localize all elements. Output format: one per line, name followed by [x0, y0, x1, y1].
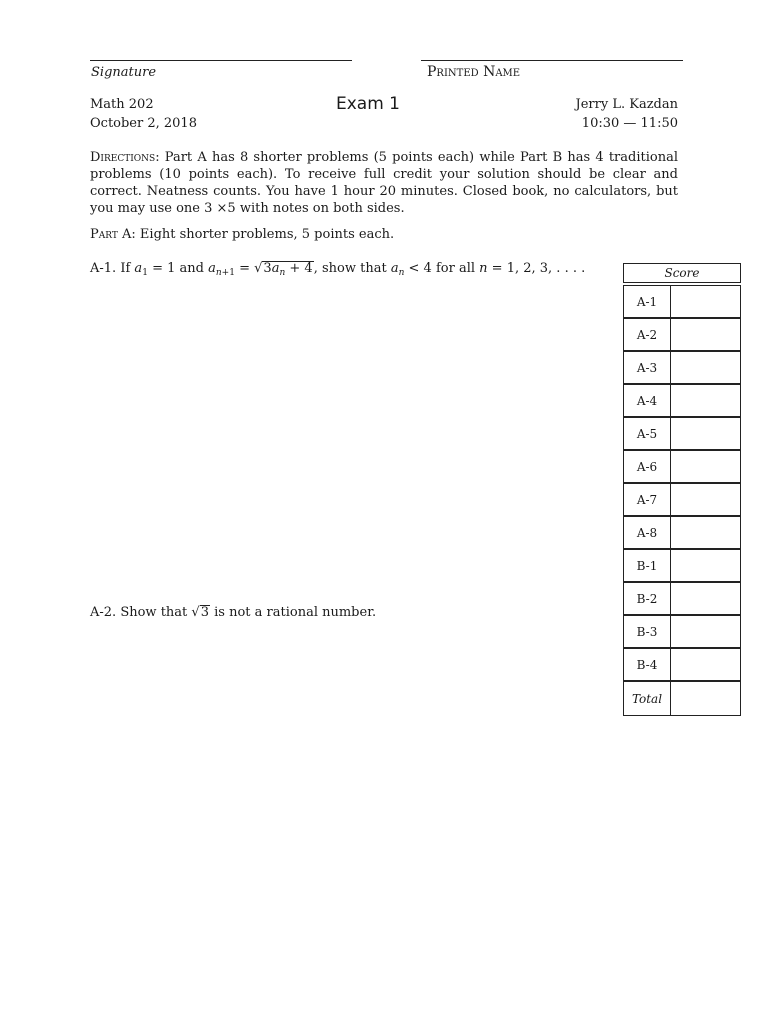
problem-a2	[90, 605, 376, 620]
part-a-text: Eight shorter problems, 5 points each.	[139, 227, 395, 242]
score-row	[623, 483, 741, 516]
score-row-label: B-2	[624, 583, 671, 614]
score-cell[interactable]	[671, 550, 740, 581]
problem-a1-text-2: and	[179, 261, 204, 276]
math-bound: $a_n < 4$	[390, 261, 432, 278]
score-table-header: Score	[623, 263, 741, 283]
score-row-label: A-4	[624, 385, 671, 416]
score-cell[interactable]	[671, 319, 740, 350]
score-cell[interactable]	[671, 649, 740, 680]
problem-a1-text-4: for all	[435, 261, 476, 276]
score-row-label: A-1	[624, 286, 671, 317]
signature-label: Signature	[91, 65, 157, 80]
problem-a2-text-2: is not a rational number.	[214, 605, 377, 620]
score-total-label: Total	[624, 682, 671, 715]
score-row-label: A-2	[624, 319, 671, 350]
math-n-var: n	[479, 261, 488, 276]
score-row-label: A-8	[624, 517, 671, 548]
problem-a2-text-1: Show that	[120, 605, 188, 620]
score-cell[interactable]	[671, 451, 740, 482]
score-row	[623, 318, 741, 351]
part-a-heading	[90, 227, 394, 242]
exam-time: 10:30 — 11:50	[581, 116, 678, 131]
score-row-label: A-6	[624, 451, 671, 482]
score-row	[623, 450, 741, 483]
score-row	[623, 648, 741, 681]
instructor-name: Jerry L. Kazdan	[575, 97, 678, 112]
score-total-cell[interactable]	[671, 682, 740, 715]
score-row	[623, 285, 741, 318]
score-row	[623, 615, 741, 648]
score-cell[interactable]	[671, 616, 740, 647]
problem-a1-text-5: = 1, 2, 3, . . . .	[491, 261, 586, 276]
score-cell[interactable]	[671, 484, 740, 515]
score-row-label: A-5	[624, 418, 671, 449]
score-row	[623, 516, 741, 549]
directions-label: Directions:	[90, 150, 160, 165]
score-cell[interactable]	[671, 352, 740, 383]
score-row	[623, 549, 741, 582]
exam-title: Exam 1	[336, 94, 400, 114]
problem-a1-text-3: , show that	[313, 261, 387, 276]
answer-space-a2[interactable]	[90, 626, 610, 986]
printed-name-line[interactable]	[421, 60, 683, 61]
score-row-label: B-3	[624, 616, 671, 647]
score-row-label: A-3	[624, 352, 671, 383]
exam-date: October 2, 2018	[90, 116, 197, 131]
part-a-label: Part A:	[90, 227, 136, 242]
math-recurrence: $a_{n+1} = √3a_n + 4$	[208, 261, 313, 278]
score-cell[interactable]	[671, 583, 740, 614]
sqrt-radicand: 3	[200, 605, 209, 620]
directions-text: Part A has 8 shorter problems (5 points each) while Part B has 4 traditional problems (10 points each). To receive full credit your solution should be clear and correct. Neatness counts. You have 1 hour 20 minutes. Closed book, no calculators, but you may use one 3 ×5 with notes on both sides.	[90, 150, 678, 216]
score-row-label: B-4	[624, 649, 671, 680]
score-row	[623, 582, 741, 615]
score-cell[interactable]	[671, 517, 740, 548]
sqrt-symbol: √	[191, 605, 200, 620]
problem-a1	[90, 261, 585, 280]
score-row-label: A-7	[624, 484, 671, 515]
score-row	[623, 351, 741, 384]
score-row-total	[623, 681, 741, 716]
problem-a2-label: A-2.	[90, 605, 117, 620]
score-row-label: B-1	[624, 550, 671, 581]
problem-a1-label: A-1.	[90, 261, 117, 276]
problem-a1-text-1: If	[120, 261, 131, 276]
answer-space-a1[interactable]	[90, 282, 610, 592]
course-name: Math 202	[90, 97, 154, 112]
score-row	[623, 384, 741, 417]
signature-line[interactable]	[90, 60, 352, 61]
math-a1-equals-1: $a_1 = 1$	[134, 261, 176, 278]
score-cell[interactable]	[671, 418, 740, 449]
score-cell[interactable]	[671, 385, 740, 416]
printed-name-label: Printed Name	[427, 64, 521, 80]
score-cell[interactable]	[671, 286, 740, 317]
directions-paragraph	[90, 149, 678, 217]
score-row	[623, 417, 741, 450]
